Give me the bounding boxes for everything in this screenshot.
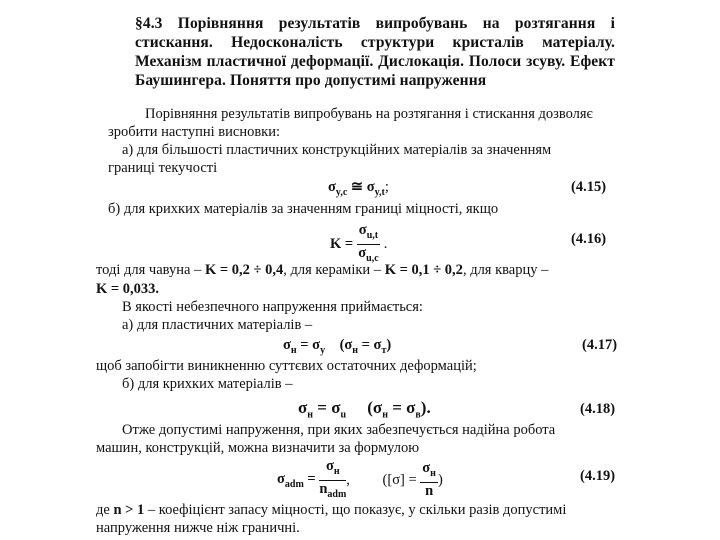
equation-4-18: $\sigma_н = \sigma_u$ $(\sigma_н = \sigma_в)$.	[298, 398, 431, 421]
equation-number-4-17: (4.17)	[582, 337, 618, 353]
allow-line-2: машин, конструкцій, можна визначити за формулою	[96, 440, 420, 456]
item-a-line-2: границі текучості	[108, 160, 218, 176]
equation-4-19: $\sigma_{adm}$ = $\frac{\sigma_н}{n_{adm}}$ , ([σ] = $\frac{\sigma_н}{n}$ )	[277, 458, 443, 500]
danger-a: а) для пластичних матеріалів –	[122, 317, 313, 333]
intro-line-2: зробити наступні висновки:	[108, 124, 281, 140]
equation-4-16: K = $\frac{\sigma_{u,t}}{\sigma_{u,c}}$ .	[330, 222, 388, 264]
materials-line: тоді для чавуна – K = 0,2 ÷ 0,4, для кераміки – K = 0,1 ÷ 0,2, для кварцу –	[96, 262, 549, 278]
item-a-line-1: а) для більшості пластичних конструкційних матеріалів за значенням	[122, 142, 552, 158]
equation-number-4-15: (4.15)	[571, 179, 607, 195]
equation-number-4-19: (4.19)	[580, 468, 616, 484]
danger-b: б) для крихких матеріалів –	[122, 376, 293, 392]
equation-number-4-16: (4.16)	[571, 231, 607, 247]
quartz-k: K = 0,033.	[96, 281, 160, 297]
equation-number-4-18: (4.18)	[580, 401, 616, 417]
equation-4-15: $\sigma_{y,c}$ ≅ $\sigma_{y,t}$;	[328, 179, 389, 198]
intro-line-1: Порівняння результатів випробувань на розтягання і стискання дозволяє	[145, 106, 593, 122]
final-line-1: де n > 1 – коефіцієнт запасу міцності, що показує, у скільки разів допустимі	[96, 502, 567, 518]
section-title: §4.3 Порівняння результатів випробувань на розтягання і стискання. Недосконалість структури кристалів матеріалу. Механізм пластичної деформації. Дислокація. Полоси зсуву. Ефект Баушингера. Поняття про допустимі напруження	[135, 15, 615, 89]
item-b: б) для крихких матеріалів за значенням границі міцності, якщо	[108, 201, 499, 217]
allow-line-1: Отже допустимі напруження, при яких забезпечується надійна робота	[122, 422, 556, 438]
equation-4-17: $\sigma_н = \sigma_y$ $(\sigma_н = \sigma_т)$	[283, 337, 392, 356]
danger-a-note: щоб запобігти виникненню суттєвих остаточних деформацій;	[96, 358, 477, 374]
final-line-2: напруження нижче ніж граничні.	[96, 520, 300, 536]
danger-intro: В якості небезпечного напруження приймається:	[122, 299, 423, 315]
